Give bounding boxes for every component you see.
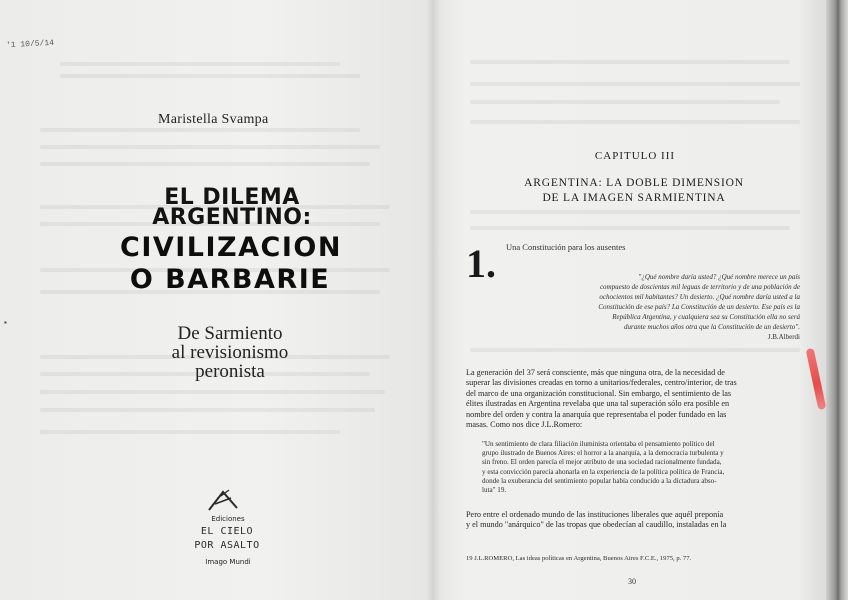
epigraph bbox=[530, 272, 800, 332]
book-gutter bbox=[426, 0, 440, 600]
publisher-label: Ediciones bbox=[211, 515, 245, 523]
page-number: 30 bbox=[628, 577, 636, 586]
publisher-brand-line-1: EL CIELO bbox=[200, 526, 254, 537]
publisher-brand-line-2: POR ASALTO bbox=[194, 540, 260, 551]
epigraph-line: "¿Qué nombre daría usted? ¿Qué nombre merece un país bbox=[638, 273, 800, 281]
epigraph-line: compuesto de doscientas mil leguas de territorio y de una población de bbox=[599, 283, 800, 291]
quote-line: y esta convicción parecía ahonarla en la experiencia de la política política de Francia, bbox=[482, 467, 725, 476]
epigraph-author: J.B.Alberdi bbox=[767, 333, 800, 341]
chapter-heading: CAPITULO III bbox=[594, 150, 676, 162]
book-title-line-2: ARGENTINO: bbox=[152, 205, 312, 230]
quote-line: "Un sentimiento de clara filiación iluminista orientaba el pensamiento político del bbox=[482, 440, 715, 448]
publisher-logo-icon bbox=[203, 488, 243, 514]
paragraph-2 bbox=[466, 510, 802, 531]
paragraph-line: y el mundo "anárquico" de las tropas que obedecían al caudillo, instaladas en la bbox=[466, 520, 727, 530]
section-number: 1. bbox=[466, 241, 496, 286]
paragraph-line: La generación del 37 será consciente, más que ninguna otra, de la necesidad de bbox=[466, 368, 725, 377]
book-title-line-3: CIVILIZACION bbox=[120, 232, 342, 263]
scanner-edge-shadow bbox=[826, 0, 848, 600]
quote-line: donde la exuberancia del sentimiento popular había conducido a la dictadura abso- bbox=[482, 476, 717, 485]
quote-line: luta" 19. bbox=[482, 486, 507, 495]
margin-tick-mark: ▪ bbox=[4, 318, 7, 327]
paragraph-1 bbox=[466, 368, 802, 430]
subtitle-line-3: peronista bbox=[195, 361, 265, 382]
epigraph-line: Constitución de ese país? La Constitución de un desierto. Ese país es la bbox=[598, 303, 800, 311]
epigraph-line: ochocientos mil habitantes? Un desierto. ¿Qué nombre daría usted a la bbox=[599, 293, 800, 301]
paragraph-line: nombre del orden y contra la anarquía que representaba el poder fundado en las bbox=[466, 409, 727, 419]
chapter-title-line-2: DE LA IMAGEN SARMIENTINA bbox=[542, 192, 726, 204]
subtitle-line-2: al revisionismo bbox=[171, 342, 289, 363]
epigraph-line: República Argentina, y cualquiera sea su Constitución ella no será bbox=[612, 313, 800, 321]
quote-line: grupo ilustrado de Buenos Aires: el horror a la anarquía, a la democracia turbulenta y bbox=[482, 449, 724, 458]
epigraph-line: durante muchos años otra que la Constitución de un desierto". bbox=[624, 323, 800, 331]
paragraph-line: Pero entre el ordenado mundo de las instituciones liberales que aquél preponía bbox=[466, 510, 724, 519]
block-quote bbox=[482, 440, 794, 495]
paragraph-line: masas. Como nos dice J.L.Romero: bbox=[466, 420, 583, 430]
subtitle-line-1: De Sarmiento bbox=[177, 323, 283, 344]
handwritten-margin-note: ʹ1 10/5/14 bbox=[5, 38, 55, 51]
publisher-imprint: Imago Mundi bbox=[205, 558, 251, 566]
book-subtitle bbox=[140, 324, 320, 381]
book-title-line-1: EL DILEMA bbox=[164, 185, 300, 210]
footnote: 19 J.L.ROMERO, Las ideas políticas en Argentina, Buenos Aires F.C.E., 1975, p. 77. bbox=[466, 555, 692, 562]
paragraph-line: del marco de una organización constitucional. Sin embargo, el sentimiento de las bbox=[466, 388, 732, 398]
chapter-title-line-1: ARGENTINA: LA DOBLE DIMENSION bbox=[524, 177, 744, 189]
paragraph-line: élites ilustradas en Argentina revelaba que una tal superación sólo era posible en bbox=[466, 399, 730, 409]
quote-line: sin freno. El orden parecía el mejor atributo de una sociedad racionalmente fundada, bbox=[482, 458, 722, 467]
book-title-line-4: O BARBARIE bbox=[129, 264, 331, 295]
section-title: Una Constitución para los ausentes bbox=[506, 242, 626, 252]
paragraph-line: superar las divisiones creadas en torno a unitarios/federales, centro/interior, de tras bbox=[466, 378, 737, 388]
book-author: Maristella Svampa bbox=[158, 112, 269, 127]
